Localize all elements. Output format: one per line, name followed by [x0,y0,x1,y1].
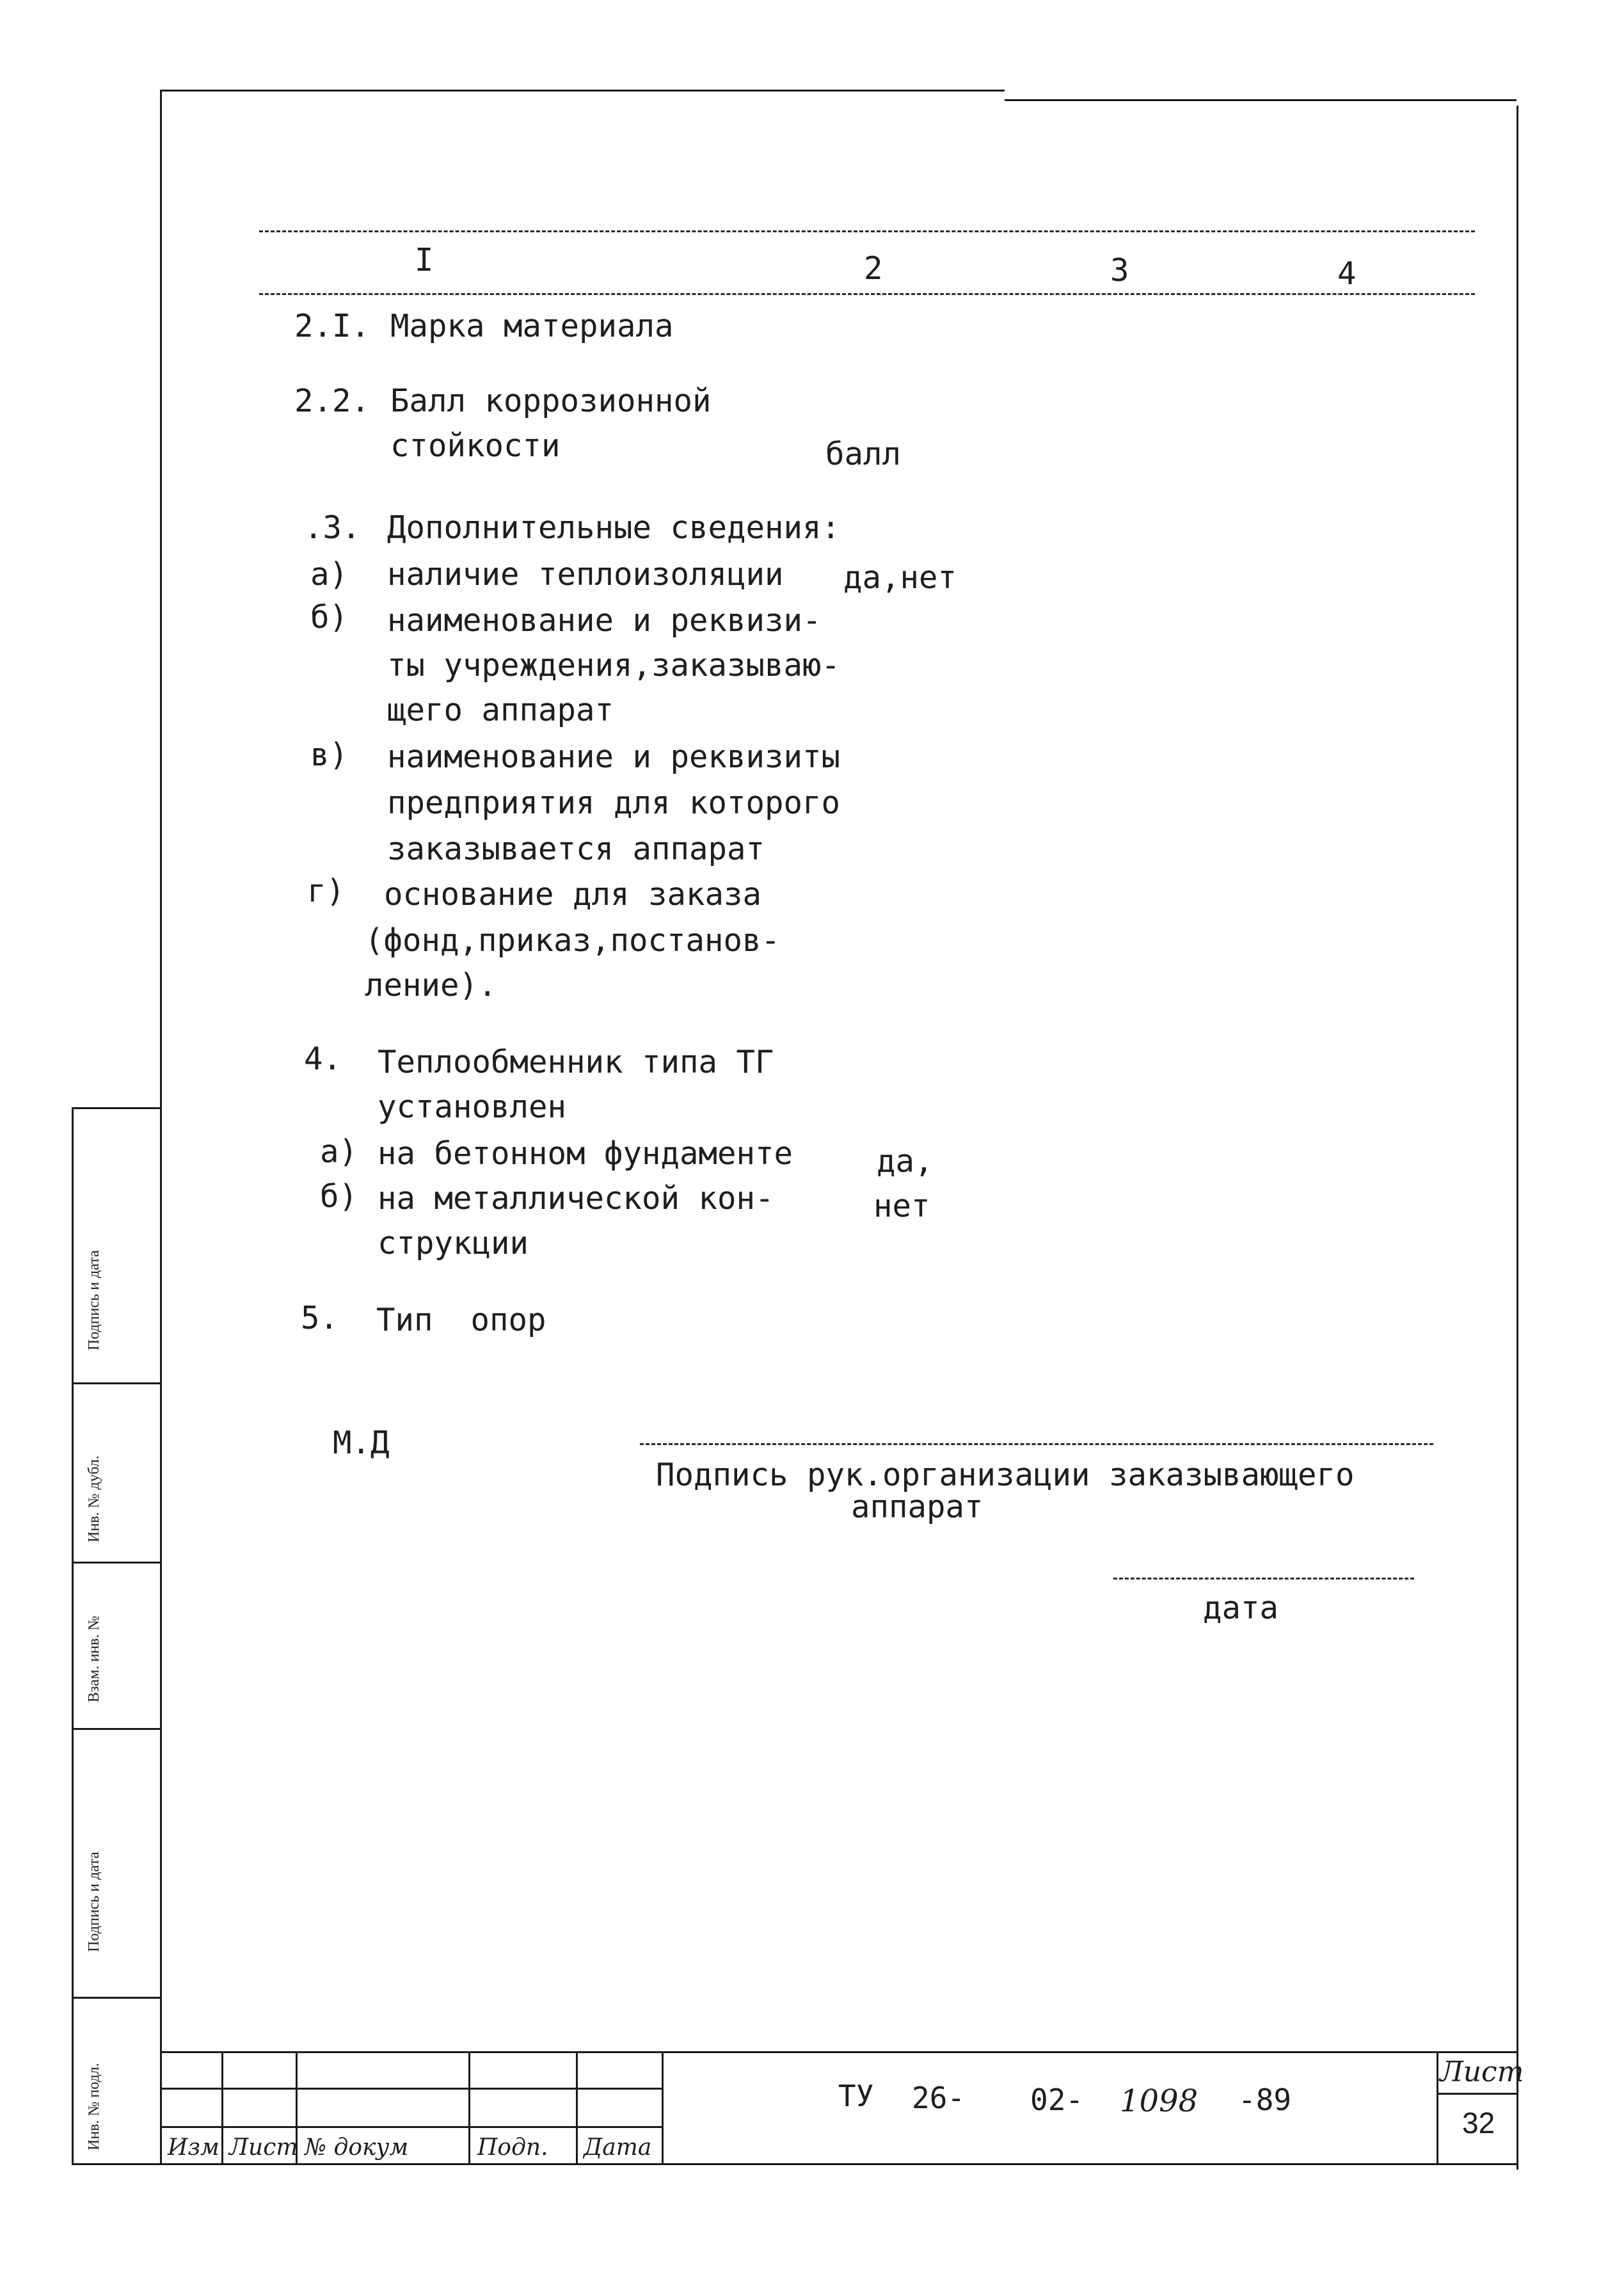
margin-divider-1 [72,1107,160,1109]
item-4-a-mark: а) [320,1133,358,1170]
column-header-1: I [415,242,434,278]
item-4-b-value: нет [873,1188,930,1224]
margin-divider-3 [72,1562,160,1564]
item-2-3-v-line1: наименование и реквизиты [387,739,841,775]
item-5-number: 5. [301,1300,339,1336]
title-header-date: Дата [584,2134,652,2161]
title-header-signature: Подп. [477,2134,548,2161]
item-2-2-unit: балл [825,436,902,472]
item-2-2-line1: Балл коррозионной [390,383,712,419]
item-2-3-a-value: да,нет [843,559,957,596]
designation-part1: 26- [912,2081,966,2115]
side-label-signature-date-2: Подпись и дата [86,1852,102,1952]
item-4-number: 4. [304,1041,342,1077]
item-2-3-b-line3: щего аппарат [387,692,614,728]
header-rule-bottom [259,293,1475,295]
item-2-3-b-line1: наименование и реквизи- [387,602,822,639]
item-4-a-text: на бетонном фундаменте [378,1135,793,1172]
item-4-b-mark: б) [320,1178,358,1215]
title-col-1 [221,2051,223,2163]
item-2-3-a-mark: а) [310,556,349,593]
title-header-sheet: Лист [229,2134,298,2161]
sheet-label: Лист [1440,2056,1524,2088]
date-line [1113,1578,1414,1580]
frame-top [160,90,1005,92]
item-4-a-value: да, [877,1143,934,1180]
designation-prefix: ТУ [838,2079,874,2113]
title-col-4 [576,2051,578,2163]
signature-caption: Подпись рук.организации заказывающего [656,1457,1355,1493]
sheet-cell-left [1437,2051,1438,2163]
item-2-3-b-line2: ты учреждения,заказываю- [387,647,841,684]
item-2-3-number: .3. [304,509,361,546]
title-block-top [160,2051,1517,2053]
item-4-line1: Теплообменник типа ТГ [378,1044,774,1080]
title-header-change: Изм [168,2134,219,2161]
stamp-label: М.Д [333,1425,390,1461]
title-block-row-2 [160,2126,662,2128]
item-2-3-v-line3: заказывается аппарат [387,831,765,867]
header-rule-top [259,230,1475,232]
margin-divider-4 [72,1728,160,1730]
item-2-3-g-line1: основание для заказа [384,876,762,913]
column-header-4: 4 [1337,255,1357,292]
item-4-line2: установлен [378,1089,567,1125]
side-label-original-inv: Инв. № подл. [86,2063,102,2150]
signature-caption-2: аппарат [851,1489,983,1525]
item-2-3-title: Дополнительные сведения: [387,509,841,546]
item-2-3-v-line2: предприятия для которого [387,785,841,821]
title-col-5 [662,2051,664,2163]
item-4-b-line2: струкции [378,1225,529,1261]
side-label-replace-inv: Взам. инв. № [86,1615,102,1702]
margin-divider-6 [72,2163,1517,2165]
item-2-2-line2: стойкости [390,428,561,464]
item-5-text: Тип опор [376,1302,546,1338]
side-label-signature-date-1: Подпись и дата [86,1250,102,1350]
title-block-row [160,2088,662,2090]
frame-top-right [1005,99,1517,101]
margin-divider-2 [72,1382,160,1384]
date-label: дата [1203,1590,1279,1626]
item-2-3-v-mark: в) [310,737,349,773]
item-4-b-line1: на металлической кон- [378,1180,774,1217]
designation-part2: 02- [1030,2083,1084,2117]
item-2-3-g-mark: г) [307,873,346,909]
designation-suffix: -89 [1238,2083,1292,2117]
sheet-cell-divider [1437,2093,1517,2095]
item-2-3-g-line3: ление). [365,967,497,1004]
margin-strip-left [72,1107,74,2163]
item-2-1-text: Марка материала [390,308,674,344]
item-2-3-b-mark: б) [310,599,349,636]
title-header-doc-number: № докум [305,2134,409,2161]
column-header-2: 2 [864,250,883,287]
title-col-3 [468,2051,470,2163]
frame-left [160,90,162,2163]
item-2-3-g-line2: (фонд,приказ,постанов- [365,922,781,959]
sheet-number: 32 [1462,2106,1495,2140]
margin-divider-5 [72,1997,160,1999]
item-2-3-a-text: наличие теплоизоляции [387,556,784,593]
item-2-2-number: 2.2. [294,383,370,419]
frame-right [1517,106,1518,2170]
item-2-1-number: 2.I. [294,308,370,344]
column-header-3: 3 [1110,252,1129,289]
side-label-duplicate-inv: Инв. № дубл. [86,1455,102,1542]
designation-number: 1098 [1120,2083,1198,2119]
signature-line [640,1443,1433,1445]
